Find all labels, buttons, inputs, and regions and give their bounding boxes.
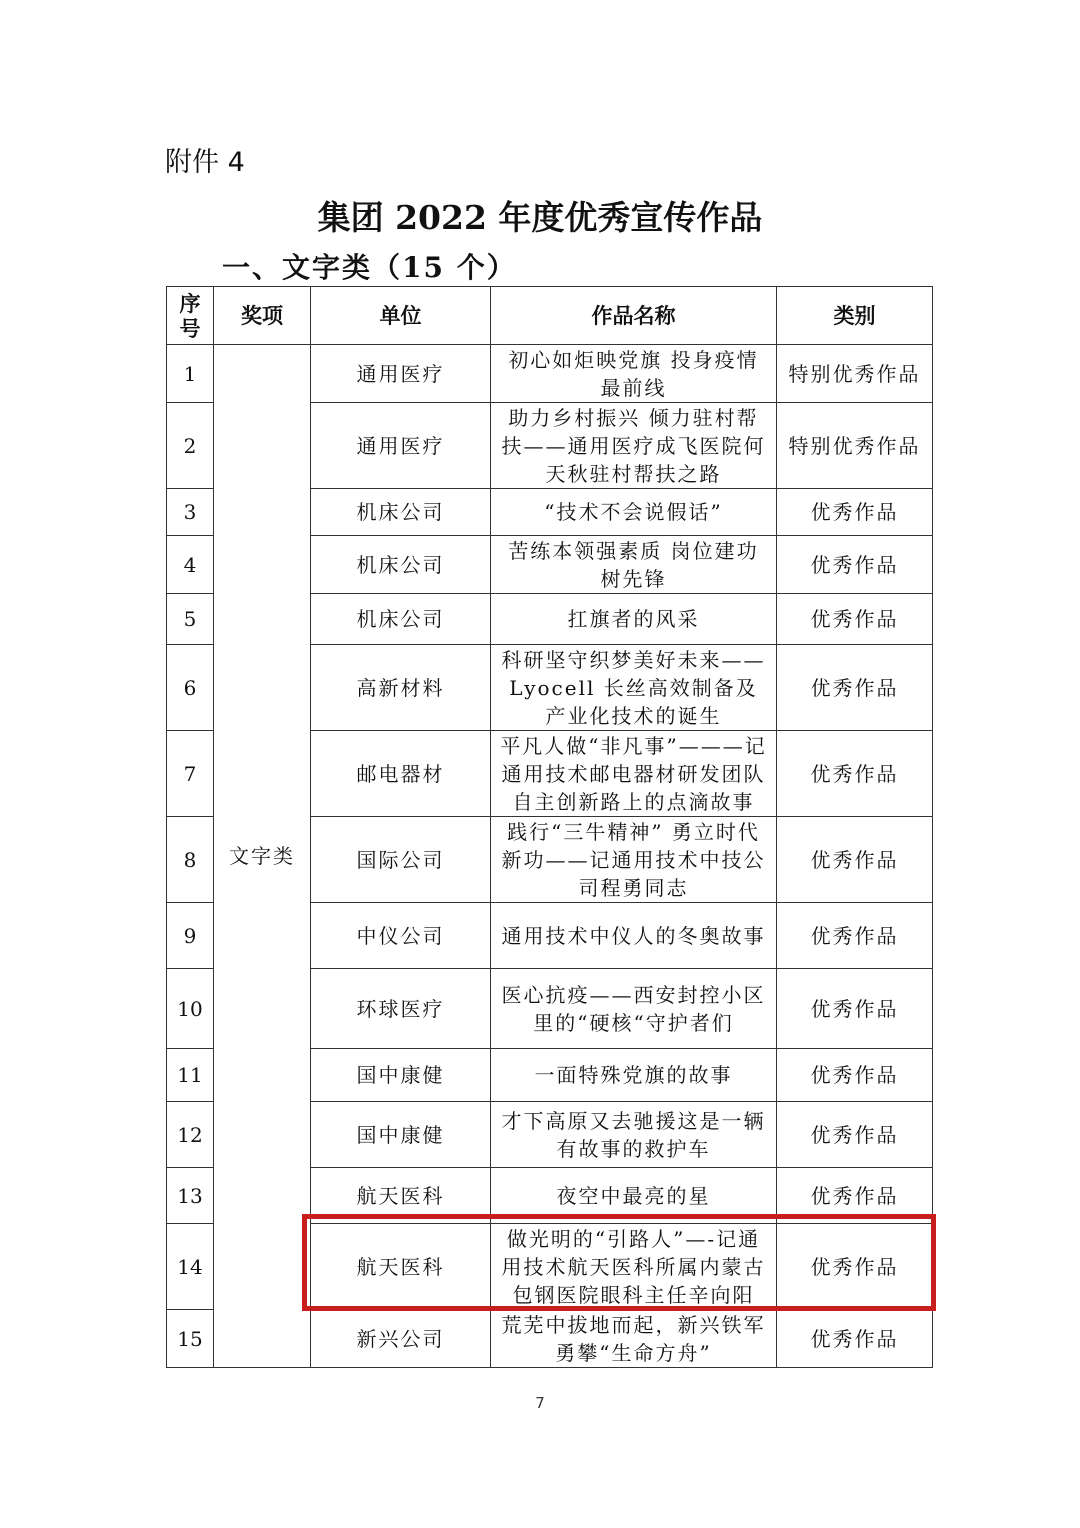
row-no: 7 (167, 731, 214, 817)
row-work: 践行“三牛精神” 勇立时代新功——记通用技术中技公司程勇同志 (491, 817, 777, 903)
row-unit: 机床公司 (311, 489, 491, 536)
row-no: 8 (167, 817, 214, 903)
row-unit: 机床公司 (311, 594, 491, 645)
row-work: 平凡人做“非凡事”———记通用技术邮电器材研发团队自主创新路上的点滴故事 (491, 731, 777, 817)
row-category: 优秀作品 (777, 903, 933, 969)
row-unit: 国中康健 (311, 1049, 491, 1102)
row-category: 优秀作品 (777, 645, 933, 731)
row-unit: 国际公司 (311, 817, 491, 903)
row-unit: 高新材料 (311, 645, 491, 731)
page-number: 7 (535, 1394, 545, 1412)
row-no: 12 (167, 1102, 214, 1168)
awards-table (166, 286, 933, 1368)
row-category: 优秀作品 (777, 1049, 933, 1102)
row-category: 优秀作品 (777, 1224, 933, 1310)
row-no: 15 (167, 1310, 214, 1368)
attachment-label: 附件 4 (165, 147, 245, 178)
row-work: 才下高原又去驰援这是一辆有故事的救护车 (491, 1102, 777, 1168)
row-unit: 新兴公司 (311, 1310, 491, 1368)
row-no: 6 (167, 645, 214, 731)
row-unit: 国中康健 (311, 1102, 491, 1168)
table-header-row (167, 287, 933, 345)
header-unit: 单位 (311, 287, 491, 345)
row-unit: 邮电器材 (311, 731, 491, 817)
row-category: 优秀作品 (777, 536, 933, 594)
header-award: 奖项 (214, 287, 311, 345)
row-work: 苦练本领强素质 岗位建功树先锋 (491, 536, 777, 594)
highlight-box (302, 1214, 936, 1311)
row-work: 助力乡村振兴 倾力驻村帮扶——通用医疗成飞医院何天秋驻村帮扶之路 (491, 403, 777, 489)
row-category: 优秀作品 (777, 594, 933, 645)
row-work: “技术不会说假话” (491, 489, 777, 536)
row-no: 10 (167, 969, 214, 1049)
row-work: 夜空中最亮的星 (491, 1168, 777, 1224)
award-category-cell: 文字类 (214, 345, 311, 1368)
row-no: 11 (167, 1049, 214, 1102)
row-category: 优秀作品 (777, 489, 933, 536)
row-work: 做光明的“引路人”—-记通用技术航天医科所属内蒙古包钢医院眼科主任辛向阳 (491, 1224, 777, 1310)
header-category: 类别 (777, 287, 933, 345)
row-unit: 环球医疗 (311, 969, 491, 1049)
header-work: 作品名称 (491, 287, 777, 345)
row-category: 特别优秀作品 (777, 345, 933, 403)
row-unit: 通用医疗 (311, 403, 491, 489)
document-title: 集团 2022 年度优秀宣传作品 (317, 198, 763, 237)
row-work: 科研坚守织梦美好未来——Lyocell 长丝高效制备及产业化技术的诞生 (491, 645, 777, 731)
row-category: 特别优秀作品 (777, 403, 933, 489)
row-work: 荒芜中拔地而起，新兴铁军勇攀“生命方舟” (491, 1310, 777, 1368)
row-no: 14 (167, 1224, 214, 1310)
row-category: 优秀作品 (777, 731, 933, 817)
row-category: 优秀作品 (777, 1168, 933, 1224)
row-work: 医心抗疫——西安封控小区里的“硬核“守护者们 (491, 969, 777, 1049)
table-row (167, 345, 933, 403)
row-no: 3 (167, 489, 214, 536)
row-unit: 通用医疗 (311, 345, 491, 403)
header-no: 序 号 (167, 287, 214, 345)
row-work: 一面特殊党旗的故事 (491, 1049, 777, 1102)
row-category: 优秀作品 (777, 969, 933, 1049)
row-no: 5 (167, 594, 214, 645)
row-no: 13 (167, 1168, 214, 1224)
section-heading: 一、文字类（15 个） (222, 251, 517, 284)
row-unit: 航天医科 (311, 1224, 491, 1310)
row-unit: 机床公司 (311, 536, 491, 594)
row-no: 9 (167, 903, 214, 969)
row-category: 优秀作品 (777, 817, 933, 903)
row-unit: 航天医科 (311, 1168, 491, 1224)
row-unit: 中仪公司 (311, 903, 491, 969)
row-no: 2 (167, 403, 214, 489)
row-category: 优秀作品 (777, 1102, 933, 1168)
row-work: 扛旗者的风采 (491, 594, 777, 645)
row-no: 4 (167, 536, 214, 594)
row-category: 优秀作品 (777, 1310, 933, 1368)
row-work: 初心如炬映党旗 投身疫情最前线 (491, 345, 777, 403)
row-no: 1 (167, 345, 214, 403)
row-work: 通用技术中仪人的冬奥故事 (491, 903, 777, 969)
